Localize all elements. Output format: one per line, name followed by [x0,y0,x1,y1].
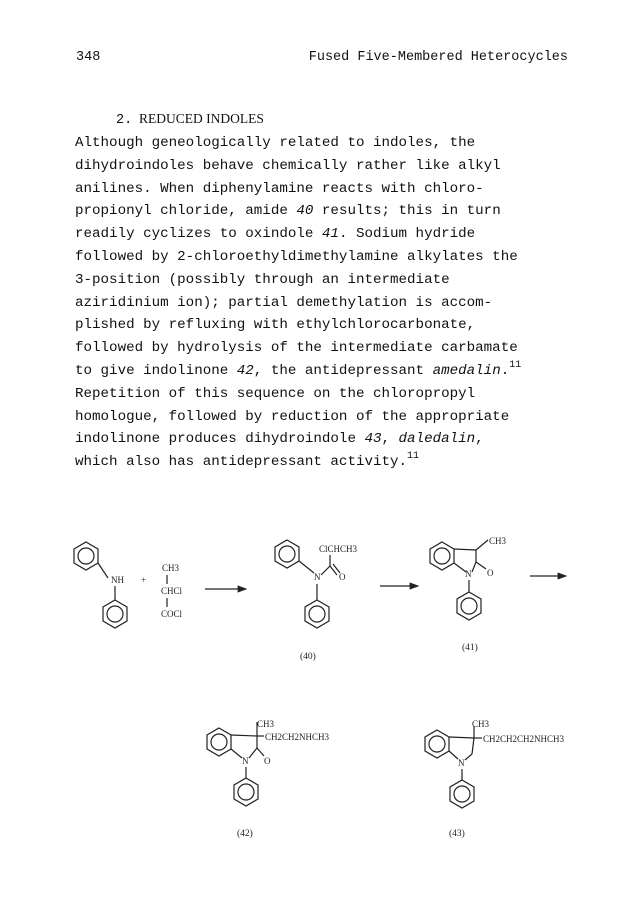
text-run: , [381,431,399,448]
text-run: dihydroindoles behave chemically rather like alkyl [75,157,501,174]
text-run: results; this in turn [313,203,501,220]
reference-superscript: 11 [509,359,522,371]
text-run: Although geneologically related to indoles, the [75,135,476,151]
text-run: plished by refluxing with ethylchlorocarbonate, [75,317,476,334]
chloropropionyl-chloride-structure [161,563,183,619]
compound-label-40: (40) [300,652,316,662]
indolinone-o-label: O [264,756,271,766]
text-run: anilines. When diphenylamine reacts with chloro- [75,180,484,197]
running-title: Fused Five-Membered Heterocycles [308,50,568,65]
compound-label-41: (41) [462,643,478,653]
italic-term: 43 [364,431,382,448]
text-run: . [500,362,510,379]
italic-term: 42 [236,362,254,379]
section-title: REDUCED INDOLES [138,111,264,126]
text-run: , [475,431,484,448]
reagent-chcl: CHCl [161,586,183,596]
text-run: . Sodium hydride [338,226,476,243]
amide-n-label: N [314,572,321,582]
side-chain-42-label: CH2CH2NHCH3 [265,732,330,742]
methyl-43-label: CH3 [472,719,490,729]
text-run: indolinone produces dihydroindole [75,431,365,448]
diphenylamine-structure [74,542,127,628]
compound-label-43: (43) [449,829,465,839]
text-run: , the antidepressant [253,362,433,379]
amide-o-label: O [339,572,346,582]
oxindole-o-label: O [487,568,494,578]
text-run: aziridinium ion); partial demethylation is accom- [75,294,493,311]
italic-term: 40 [296,203,314,220]
page-number: 348 [76,50,101,65]
italic-term: amedalin [432,362,501,379]
amide-substituent-label: ClCHCH3 [319,544,358,554]
amide-40-structure [275,540,358,628]
section-number: 2. [116,113,133,128]
text-run: Repetition of this sequence on the chloropropyl [75,385,476,402]
compound-label-42: (42) [237,829,253,839]
italic-term: daledalin [398,431,476,448]
text-run: followed by hydrolysis of the intermediate carbamate [75,340,518,357]
text-run: propionyl chloride, amide [75,203,297,220]
indolinone-n-label: N [242,756,249,766]
reagent-ch3: CH3 [162,563,180,573]
text-run: 3-position (possibly through an intermediate [75,271,450,288]
reference-superscript: 11 [407,451,420,463]
dihydroindole-43-structure [425,719,565,808]
text-run: which also has antidepressant activity. [75,454,408,471]
oxindole-41-structure [430,536,507,620]
nh-label: NH [111,575,124,585]
methyl-41-label: CH3 [489,536,507,546]
text-run: followed by 2-chloroethyldimethylamine alkylates the [75,248,518,265]
methyl-42-label: CH3 [257,719,275,729]
side-chain-43-label: CH2CH2CH2NHCH3 [483,734,565,744]
oxindole-n-label: N [465,569,472,579]
text-run: readily cyclizes to oxindole [75,226,322,243]
italic-term: 41 [321,226,339,243]
text-run: homologue, followed by reduction of the appropriate [75,408,510,425]
reagent-cocl: COCl [161,609,183,619]
plus-sign: + [141,575,147,585]
indolinone-42-structure [207,719,330,806]
dihydroindole-n-label: N [458,758,465,768]
text-run: to give indolinone [75,362,237,379]
